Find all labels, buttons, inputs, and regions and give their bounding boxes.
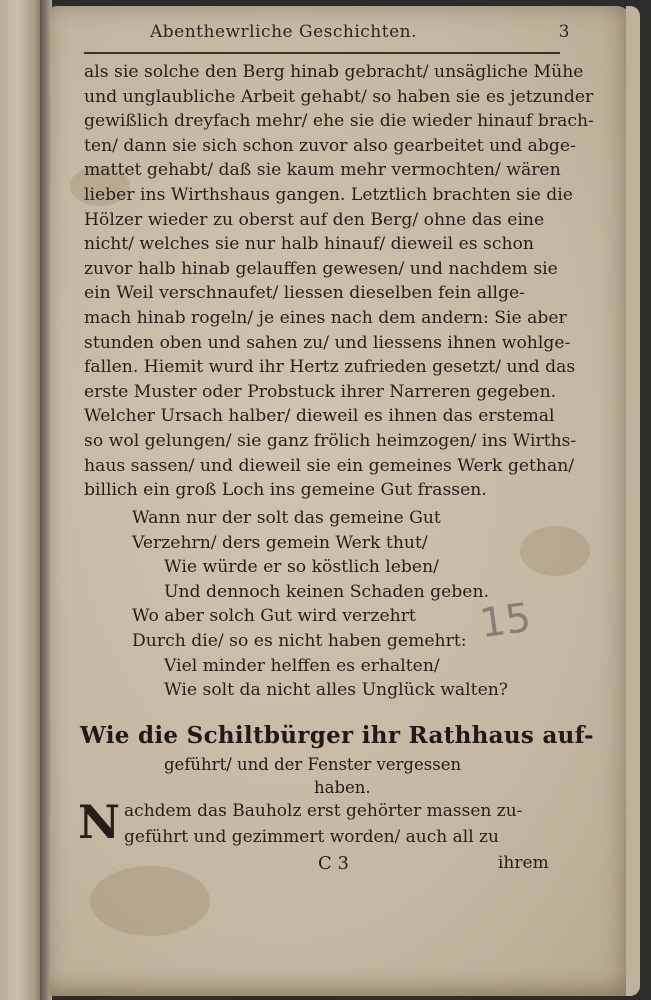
body-line: ten/ dann sie sich schon zuvor also gearbeitet und abge- xyxy=(84,135,576,156)
verse-line: Verzehrn/ ders gemein Werk thut/ xyxy=(132,532,428,553)
running-title: Abenthewrliche Geschichten. xyxy=(150,22,417,42)
body-line: und unglaubliche Arbeit gehabt/ so haben sie es jetzunder xyxy=(84,86,594,107)
body-line: so wol gelungen/ sie ganz frölich heimzogen/ ins Wirths- xyxy=(84,430,577,451)
paragraph-line-1: achdem das Bauholz erst gehörter massen zu- xyxy=(124,801,523,821)
body-line: haus sassen/ und dieweil sie ein gemeines Werk gethan/ xyxy=(84,455,575,476)
body-line: stunden oben und sahen zu/ und liessens ihnen wohlge- xyxy=(84,332,571,353)
signature-mark: C 3 xyxy=(318,853,349,874)
verse-line: Viel minder helffen es erhalten/ xyxy=(164,655,440,676)
drop-cap: N xyxy=(78,795,121,849)
chapter-title-line-3: haben. xyxy=(314,778,371,797)
body-line: ein Weil verschnaufet/ liessen dieselben fein allge- xyxy=(84,283,525,304)
body-line: billich ein groß Loch ins gemeine Gut frassen. xyxy=(84,480,487,501)
body-line: als sie solche den Berg hinab gebracht/ unsägliche Mühe xyxy=(84,62,584,82)
facing-page-edge xyxy=(0,0,44,1000)
header-rule xyxy=(84,52,560,54)
running-head xyxy=(150,22,570,48)
verse-line: Wie würde er so köstlich leben/ xyxy=(164,557,439,578)
paragraph-line-2: geführt und gezimmert worden/ auch all zu xyxy=(124,827,499,847)
body-line: Welcher Ursach halber/ dieweil es ihnen das erstemal xyxy=(84,406,555,427)
chapter-heading xyxy=(80,722,594,797)
body-line: nicht/ welches sie nur halb hinauf/ dieweil es schon xyxy=(84,234,534,255)
verse-line: Wie solt da nicht alles Unglück walten? xyxy=(164,680,509,701)
body-line: mach hinab rogeln/ je eines nach dem andern: Sie aber xyxy=(84,307,567,328)
chapter-opening-paragraph xyxy=(78,795,558,850)
catchword: ihrem xyxy=(498,853,549,873)
body-line: gewißlich dreyfach mehr/ ehe sie die wieder hinauf brach- xyxy=(84,111,594,132)
chapter-title-line-2: geführt/ und der Fenster vergessen xyxy=(164,755,462,774)
verse-line: Wo aber solch Gut wird verzehrt xyxy=(132,606,416,627)
body-text xyxy=(84,60,594,503)
verse-line: Und dennoch keinen Schaden geben. xyxy=(164,581,490,602)
body-line: mattet gehabt/ daß sie kaum mehr vermochten/ wären xyxy=(84,160,561,181)
chapter-title-line-1: Wie die Schiltbürger ihr Rathhaus auf- xyxy=(80,722,594,749)
pencil-annotation: 15 xyxy=(477,594,534,648)
body-line: fallen. Hiemit wurd ihr Hertz zufrieden gesetzt/ und das xyxy=(84,357,576,378)
page-number: 3 xyxy=(558,22,570,42)
verse-line: Wann nur der solt das gemeine Gut xyxy=(132,508,441,528)
verse-line: Durch die/ so es nicht haben gemehrt: xyxy=(132,630,467,651)
body-line: erste Muster oder Probstuck ihrer Narreren gegeben. xyxy=(84,381,557,402)
body-line: zuvor halb hinab gelauffen gewesen/ und nachdem sie xyxy=(84,258,558,279)
body-line: Hölzer wieder zu oberst auf den Berg/ ohne das eine xyxy=(84,209,545,230)
body-line: lieber ins Wirthshaus gangen. Letztlich brachten sie die xyxy=(84,184,573,205)
